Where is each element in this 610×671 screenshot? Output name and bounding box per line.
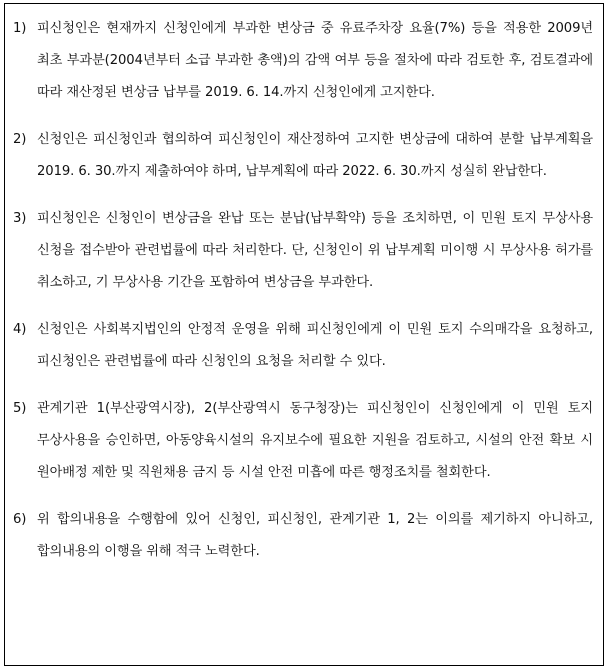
item-text: 피신청인은 현재까지 신청인에게 부과한 변상금 중 유료주차장 요율(7%) 등을 적용한 2009년 최초 부과분(2004년부터 소급 부과한 총액)의 감액 여부 등을 절차에 따라 검토한 후, 검토결과에 따라 재산정된 변상금 납부를 2019. 6. 14.까지 신청인에게 고지한다. [37, 21, 593, 100]
item-text: 피신청인은 신청인이 변상금을 완납 또는 분납(납부확약) 등을 조치하면, 이 민원 토지 무상사용 신청을 접수받아 관련법률에 따라 처리한다. 단, 신청인이 위 납부계획 미이행 시 무상사용 허가를 취소하고, 기 무상사용 기간을 포함하여 변상금을 부과한다. [37, 211, 593, 290]
list-item [13, 504, 593, 568]
item-number: 6) [13, 512, 27, 527]
list-item [13, 13, 593, 109]
item-text: 신청인은 사회복지법인의 안정적 운영을 위해 피신청인에게 이 민원 토지 수의매각을 요청하고, 피신청인은 관련법률에 따라 신청인의 요청을 처리할 수 있다. [37, 322, 593, 369]
item-number: 3) [13, 211, 27, 226]
item-number: 2) [13, 132, 27, 147]
item-number: 1) [13, 21, 27, 36]
item-number: 4) [13, 322, 27, 337]
agreement-list [13, 13, 593, 583]
list-item [13, 314, 593, 378]
item-text: 신청인은 피신청인과 협의하여 피신청인이 재산정하여 고지한 변상금에 대하여 분할 납부계획을 2019. 6. 30.까지 제출하여야 하며, 납부계획에 따라 2022. 6. 30.까지 성실히 완납한다. [37, 132, 593, 179]
list-item [13, 203, 593, 299]
agreement-box [4, 3, 604, 666]
item-number: 5) [13, 401, 27, 416]
list-item [13, 393, 593, 489]
item-text: 관계기관 1(부산광역시장), 2(부산광역시 동구청장)는 피신청인이 신청인에게 이 민원 토지 무상사용을 승인하면, 아동양육시설의 유지보수에 필요한 지원을 검토하고, 시설의 안전 확보 시 원아배정 제한 및 직원채용 금지 등 시설 안전 미흡에 따른 행정조치를 철회한다. [37, 401, 593, 480]
list-item [13, 124, 593, 188]
item-text: 위 합의내용을 수행함에 있어 신청인, 피신청인, 관계기관 1, 2는 이의를 제기하지 아니하고, 합의내용의 이행을 위해 적극 노력한다. [37, 512, 593, 559]
